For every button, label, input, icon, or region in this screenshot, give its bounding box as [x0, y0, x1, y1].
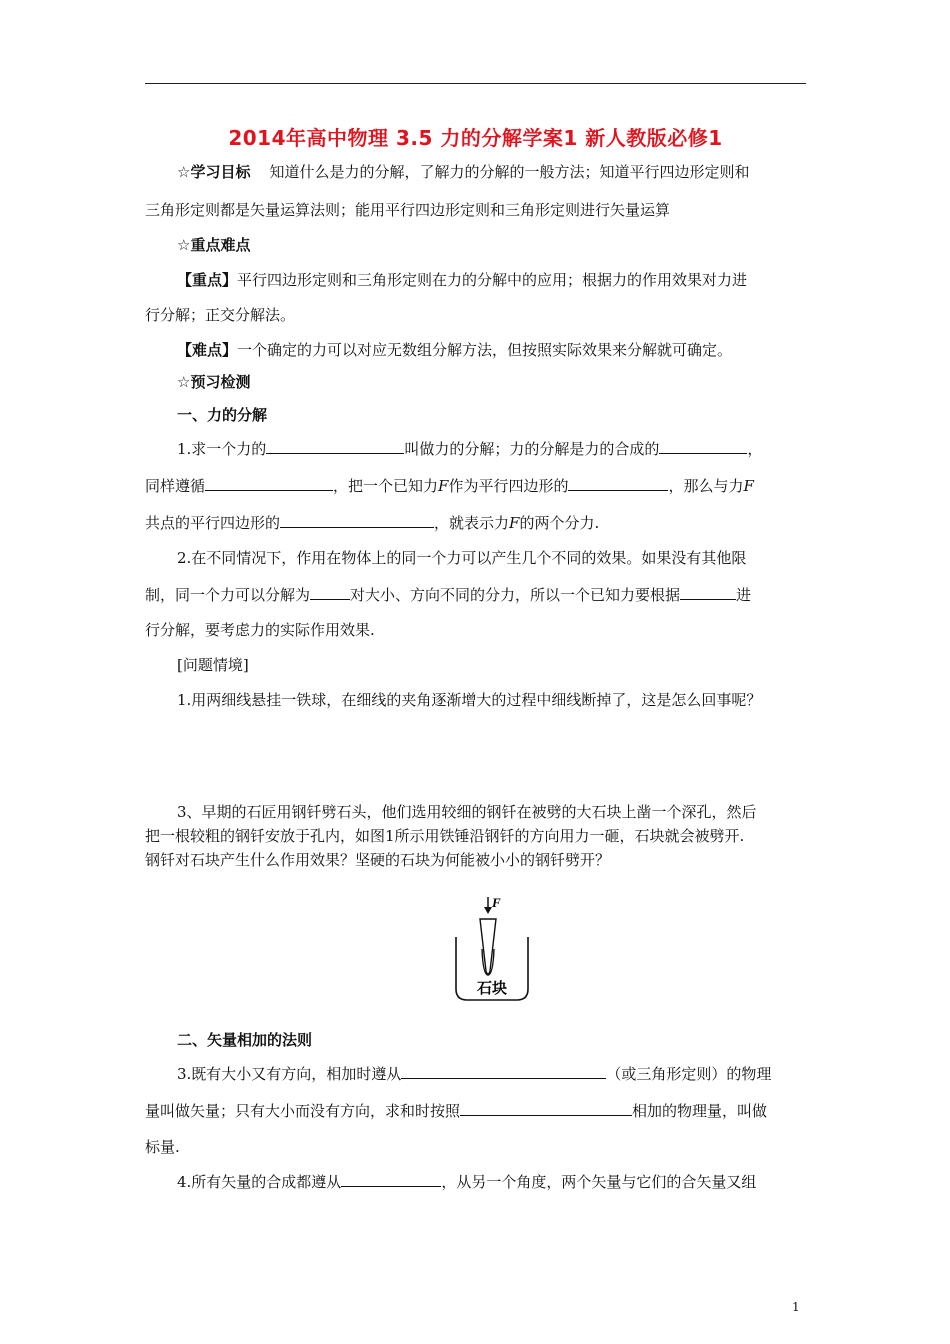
q3-line-2: [145, 1100, 806, 1121]
difficulty-label: 【难点】: [177, 341, 238, 359]
q1-text-d: 同样遵循: [145, 477, 206, 495]
focus-line-1: [177, 270, 806, 290]
q1-text-a: 1.求一个力的: [177, 440, 267, 458]
scenario-q3-line-3: 钢钎对石块产生什么作用效果？坚硬的石块为何能被小小的钢钎劈开？: [145, 851, 611, 869]
q1-blank-1[interactable]: [266, 438, 404, 454]
steel-chisel: [480, 919, 496, 974]
q1-line-2: [145, 475, 806, 496]
objectives-label: ☆学习目标: [177, 163, 251, 181]
document-title: 2014年高中物理 3.5 力的分解学案1 新人教版必修1: [228, 126, 723, 150]
q1-text-g: 作为平行四边形的: [448, 477, 569, 495]
q1-blank-4[interactable]: [568, 475, 668, 491]
page-number: 1: [792, 1300, 800, 1314]
focus-line-2: 行分解；正交分解法。: [145, 306, 296, 324]
q1-text-k: ，就表示力: [434, 514, 510, 532]
focus-label: 【重点】: [177, 271, 238, 289]
chisel-stone-figure: [452, 893, 532, 1005]
objectives-text-1: 知道什么是力的分解，了解力的分解的一般方法；知道平行四边形定则和: [269, 163, 750, 181]
header-rule: [145, 83, 806, 84]
preview-heading: ☆预习检测: [177, 373, 251, 391]
stone-label: 石块: [476, 979, 508, 997]
focus-text-1: 平行四边形定则和三角形定则在力的分解中的应用；根据力的作用效果对力进: [237, 271, 748, 289]
section1-heading: 一、力的分解: [177, 406, 268, 424]
q2-line-3: 行分解，要考虑力的实际作用效果.: [145, 621, 375, 639]
section2-heading: 二、矢量相加的法则: [177, 1031, 313, 1049]
q3-line-1: [177, 1063, 806, 1084]
q1-line-1: [177, 438, 806, 459]
scenario-q1: 1.用两细线悬挂一铁球，在细线的夹角逐渐增大的过程中细线断掉了，这是怎么回事呢？: [177, 691, 762, 709]
q4-text-b: ，从另一个角度，两个矢量与它们的合矢量又组: [441, 1173, 757, 1191]
q3-blank-1[interactable]: [401, 1063, 606, 1079]
q1-blank-3[interactable]: [205, 475, 333, 491]
difficulty-line: [177, 340, 806, 360]
q4-line-1: [177, 1171, 806, 1192]
q1-line-3: [145, 512, 806, 533]
q1-force-symbol-1: F: [438, 477, 449, 495]
q3-text-a: 3.既有大小又有方向，相加时遵从: [177, 1065, 402, 1083]
scenario-q3-line-2: 把一根较粗的钢钎安放于孔内，如图1所示用铁锤沿钢钎的方向用力一砸，石块就会被劈开.: [145, 827, 745, 845]
force-arrow-head: [484, 907, 492, 914]
q2-text-b: 制，同一个力可以分解为: [145, 586, 311, 604]
q1-text-m: 的两个分力.: [519, 514, 600, 532]
objectives-line-1: [177, 162, 806, 182]
q3-text-b: （或三角形定则）的物理: [606, 1065, 772, 1083]
q2-line-1: 2.在不同情况下，作用在物体上的同一个力可以产生几个不同的效果。如果没有其他限: [177, 549, 747, 567]
q4-text-a: 4.所有矢量的合成都遵从: [177, 1173, 342, 1191]
q1-text-h: ，那么与力: [668, 477, 744, 495]
q1-text-e: ，把一个已知力: [333, 477, 439, 495]
q1-text-b: 叫做力的分解；力的分解是力的合成的: [404, 440, 660, 458]
q3-text-d: 相加的物理量，叫做: [632, 1102, 768, 1120]
q4-blank-1[interactable]: [341, 1171, 441, 1187]
q2-blank-2[interactable]: [680, 584, 736, 600]
scenario-q3-line-1: 3、早期的石匠用钢钎劈石头，他们选用较细的钢钎在被劈的大石块上凿一个深孔，然后: [177, 803, 757, 821]
q2-text-c: 对大小、方向不同的分力，所以一个已知力要根据: [350, 586, 681, 604]
force-label: F: [492, 895, 501, 910]
q3-text-c: 量叫做矢量；只有大小而没有方向，求和时按照: [145, 1102, 461, 1120]
q2-line-2: [145, 584, 806, 605]
q1-text-c: ，: [747, 440, 763, 458]
q1-force-symbol-3: F: [509, 514, 520, 532]
q2-blank-1[interactable]: [310, 584, 350, 600]
q1-text-j: 共点的平行四边形的: [145, 514, 281, 532]
key-points-heading: ☆重点难点: [177, 236, 251, 254]
objectives-line-2: 三角形定则都是矢量运算法则；能用平行四边形定则和三角形定则进行矢量运算: [145, 201, 671, 219]
q3-line-3: 标量.: [145, 1138, 180, 1156]
q3-blank-2[interactable]: [460, 1100, 632, 1116]
scenario-label: [问题情境]: [177, 656, 249, 674]
difficulty-text: 一个确定的力可以对应无数组分解方法，但按照实际效果来分解就可确定。: [237, 341, 733, 359]
q1-blank-2[interactable]: [659, 438, 747, 454]
q1-force-symbol-2: F: [743, 477, 754, 495]
q1-blank-5[interactable]: [280, 512, 434, 528]
q2-text-d: 进: [736, 586, 752, 604]
